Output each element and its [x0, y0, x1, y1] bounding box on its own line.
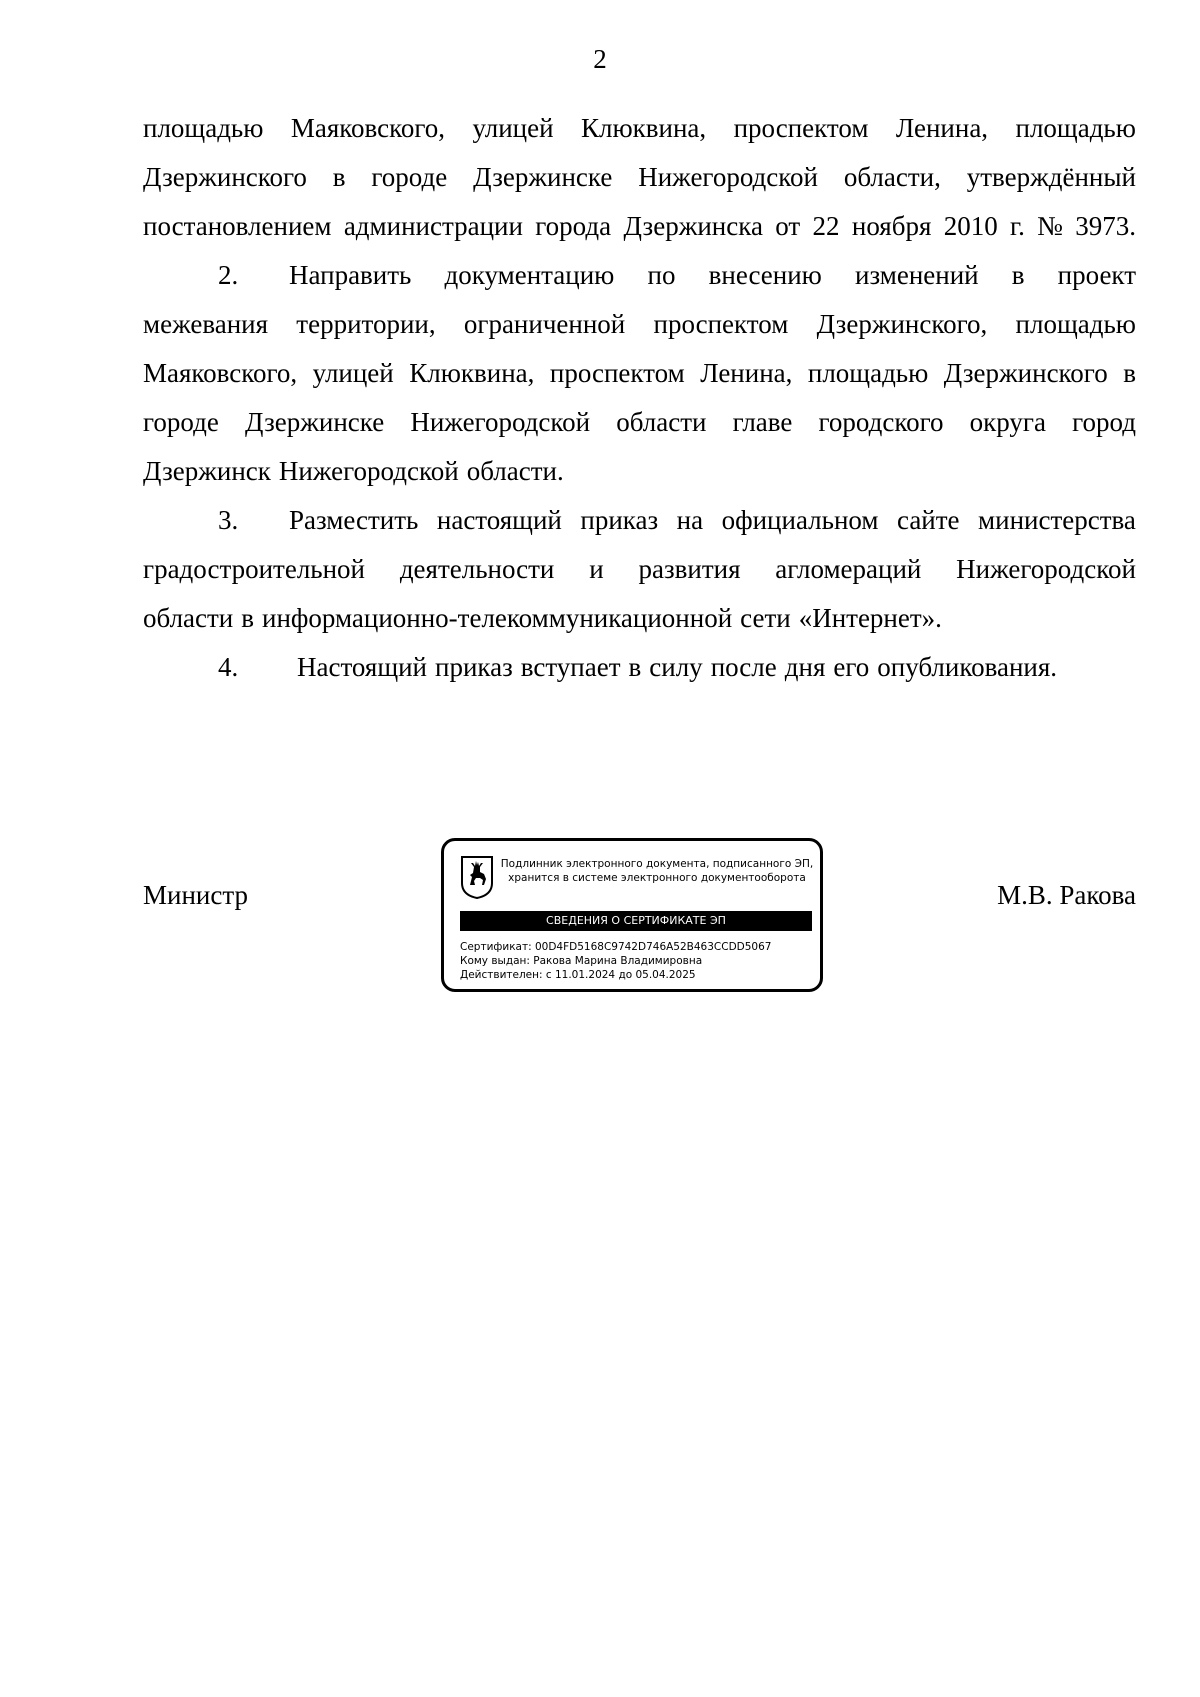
word: Нижегородской — [956, 554, 1136, 584]
word: в — [1123, 358, 1136, 388]
word: проспектом — [733, 113, 869, 143]
word: от — [775, 211, 801, 241]
word: Маяковского, — [290, 113, 445, 143]
word: на — [676, 505, 704, 535]
text-line — [143, 398, 1136, 447]
word: опубликования. — [877, 652, 1058, 682]
electronic-signature-stamp — [441, 838, 823, 992]
word: Нижегородской — [638, 162, 818, 192]
word: улицей — [472, 113, 554, 143]
paragraph-text — [297, 643, 1136, 692]
word: Разместить — [289, 505, 419, 535]
word: по — [647, 260, 676, 290]
word: министерства — [978, 505, 1136, 535]
word: № — [1037, 211, 1063, 241]
text-line — [143, 251, 1136, 300]
word: территории, — [296, 309, 436, 339]
word: город — [1072, 407, 1136, 437]
text-line — [143, 349, 1136, 398]
word: улицей — [312, 358, 394, 388]
word: агломераций — [775, 554, 922, 584]
word: дня — [784, 652, 826, 682]
word: Дзержинск — [143, 456, 271, 486]
word: градостроительной — [143, 554, 365, 584]
word: Дзержинске — [244, 407, 385, 437]
word: в — [332, 162, 346, 192]
text-line — [143, 104, 1136, 153]
word: развития — [638, 554, 741, 584]
word: Дзержинского, — [816, 309, 988, 339]
word: проспектом — [549, 358, 685, 388]
word: деятельности — [399, 554, 555, 584]
word: силу — [649, 652, 703, 682]
stamp-caption-line: хранится в системе электронного документооборота — [508, 872, 806, 884]
word: ограниченной — [463, 309, 626, 339]
text-line — [143, 545, 1136, 594]
word: округа — [969, 407, 1046, 437]
word: ноября — [851, 211, 932, 241]
word: 22 — [812, 211, 840, 241]
word: сети — [740, 603, 791, 633]
word: в — [628, 652, 642, 682]
word: и — [589, 554, 604, 584]
word: «Интернет». — [798, 603, 942, 633]
word: Ленина, — [700, 358, 793, 388]
word: области. — [466, 456, 564, 486]
paragraph-text — [289, 496, 1136, 545]
word: г. — [1010, 211, 1025, 241]
word: городе — [371, 162, 448, 192]
word: города — [535, 211, 612, 241]
word: городе — [143, 407, 219, 437]
word: в — [1011, 260, 1025, 290]
text-line — [143, 447, 1136, 496]
word: информационно-телекоммуникационной — [262, 603, 733, 633]
certificate-validity: Действителен: с 11.01.2024 до 05.04.2025 — [460, 969, 696, 981]
stamp-caption-line: Подлинник электронного документа, подписанного ЭП, — [500, 858, 814, 870]
word: администрации — [343, 211, 523, 241]
word: Клюквина, — [409, 358, 535, 388]
word: приказ — [580, 505, 659, 535]
word: сайте — [897, 505, 960, 535]
word: внесению — [708, 260, 822, 290]
page-number: 2 — [593, 44, 607, 74]
word: приказ — [435, 652, 513, 682]
certificate-owner: Кому выдан: Ракова Марина Владимировна — [460, 955, 703, 967]
word: Дзержинского — [943, 358, 1108, 388]
paragraph-number: 3. — [218, 505, 239, 535]
document-body — [143, 104, 1136, 692]
word: городского — [818, 407, 944, 437]
text-line — [143, 496, 1136, 545]
word: официальном — [721, 505, 879, 535]
word: вступает — [520, 652, 621, 682]
word: Настоящий — [297, 652, 428, 682]
word: площадью — [1015, 113, 1136, 143]
word: главе — [732, 407, 793, 437]
word: области, — [843, 162, 941, 192]
stamp-caption — [498, 857, 816, 885]
word: документацию — [444, 260, 615, 290]
word: в — [241, 603, 255, 633]
word: постановлением — [143, 211, 332, 241]
word: области — [616, 407, 707, 437]
stamp-certificate-header: СВЕДЕНИЯ О СЕРТИФИКАТЕ ЭП — [460, 911, 812, 931]
word: 3973. — [1075, 211, 1136, 241]
text-line — [143, 202, 1136, 251]
word: утверждённый — [966, 162, 1136, 192]
word: Нижегородской — [278, 456, 459, 486]
text-line — [143, 643, 1136, 692]
word: Дзержинске — [473, 162, 613, 192]
word: Клюквина, — [581, 113, 707, 143]
text-line — [143, 300, 1136, 349]
text-line — [143, 153, 1136, 202]
word: Дзержинского — [143, 162, 307, 192]
word: 2010 — [943, 211, 998, 241]
word: проспектом — [653, 309, 789, 339]
word: Нижегородской — [410, 407, 591, 437]
signer-name: М.В. Ракова — [997, 880, 1136, 910]
word: настоящий — [436, 505, 562, 535]
word: площадью — [807, 358, 929, 388]
stamp-certificate-details — [460, 940, 771, 982]
word: изменений — [855, 260, 979, 290]
signer-position: Министр — [143, 880, 248, 910]
word: проект — [1057, 260, 1136, 290]
word: Ленина, — [895, 113, 989, 143]
text-line — [143, 594, 1136, 643]
nizhny-novgorod-deer-emblem-icon — [460, 855, 494, 899]
word: Направить — [289, 260, 412, 290]
word: площадью — [1015, 309, 1136, 339]
word: его — [833, 652, 870, 682]
word: после — [710, 652, 777, 682]
word: Маяковского, — [143, 358, 298, 388]
paragraph-text — [289, 251, 1136, 300]
word: межевания — [143, 309, 269, 339]
certificate-number: Сертификат: 00D4FD5168C9742D746A52B463CCDD5067 — [460, 941, 772, 953]
paragraph-number: 4. — [218, 652, 239, 682]
word: области — [143, 603, 234, 633]
word: площадью — [143, 113, 264, 143]
paragraph-number: 2. — [218, 260, 239, 290]
word: Дзержинска — [623, 211, 763, 241]
